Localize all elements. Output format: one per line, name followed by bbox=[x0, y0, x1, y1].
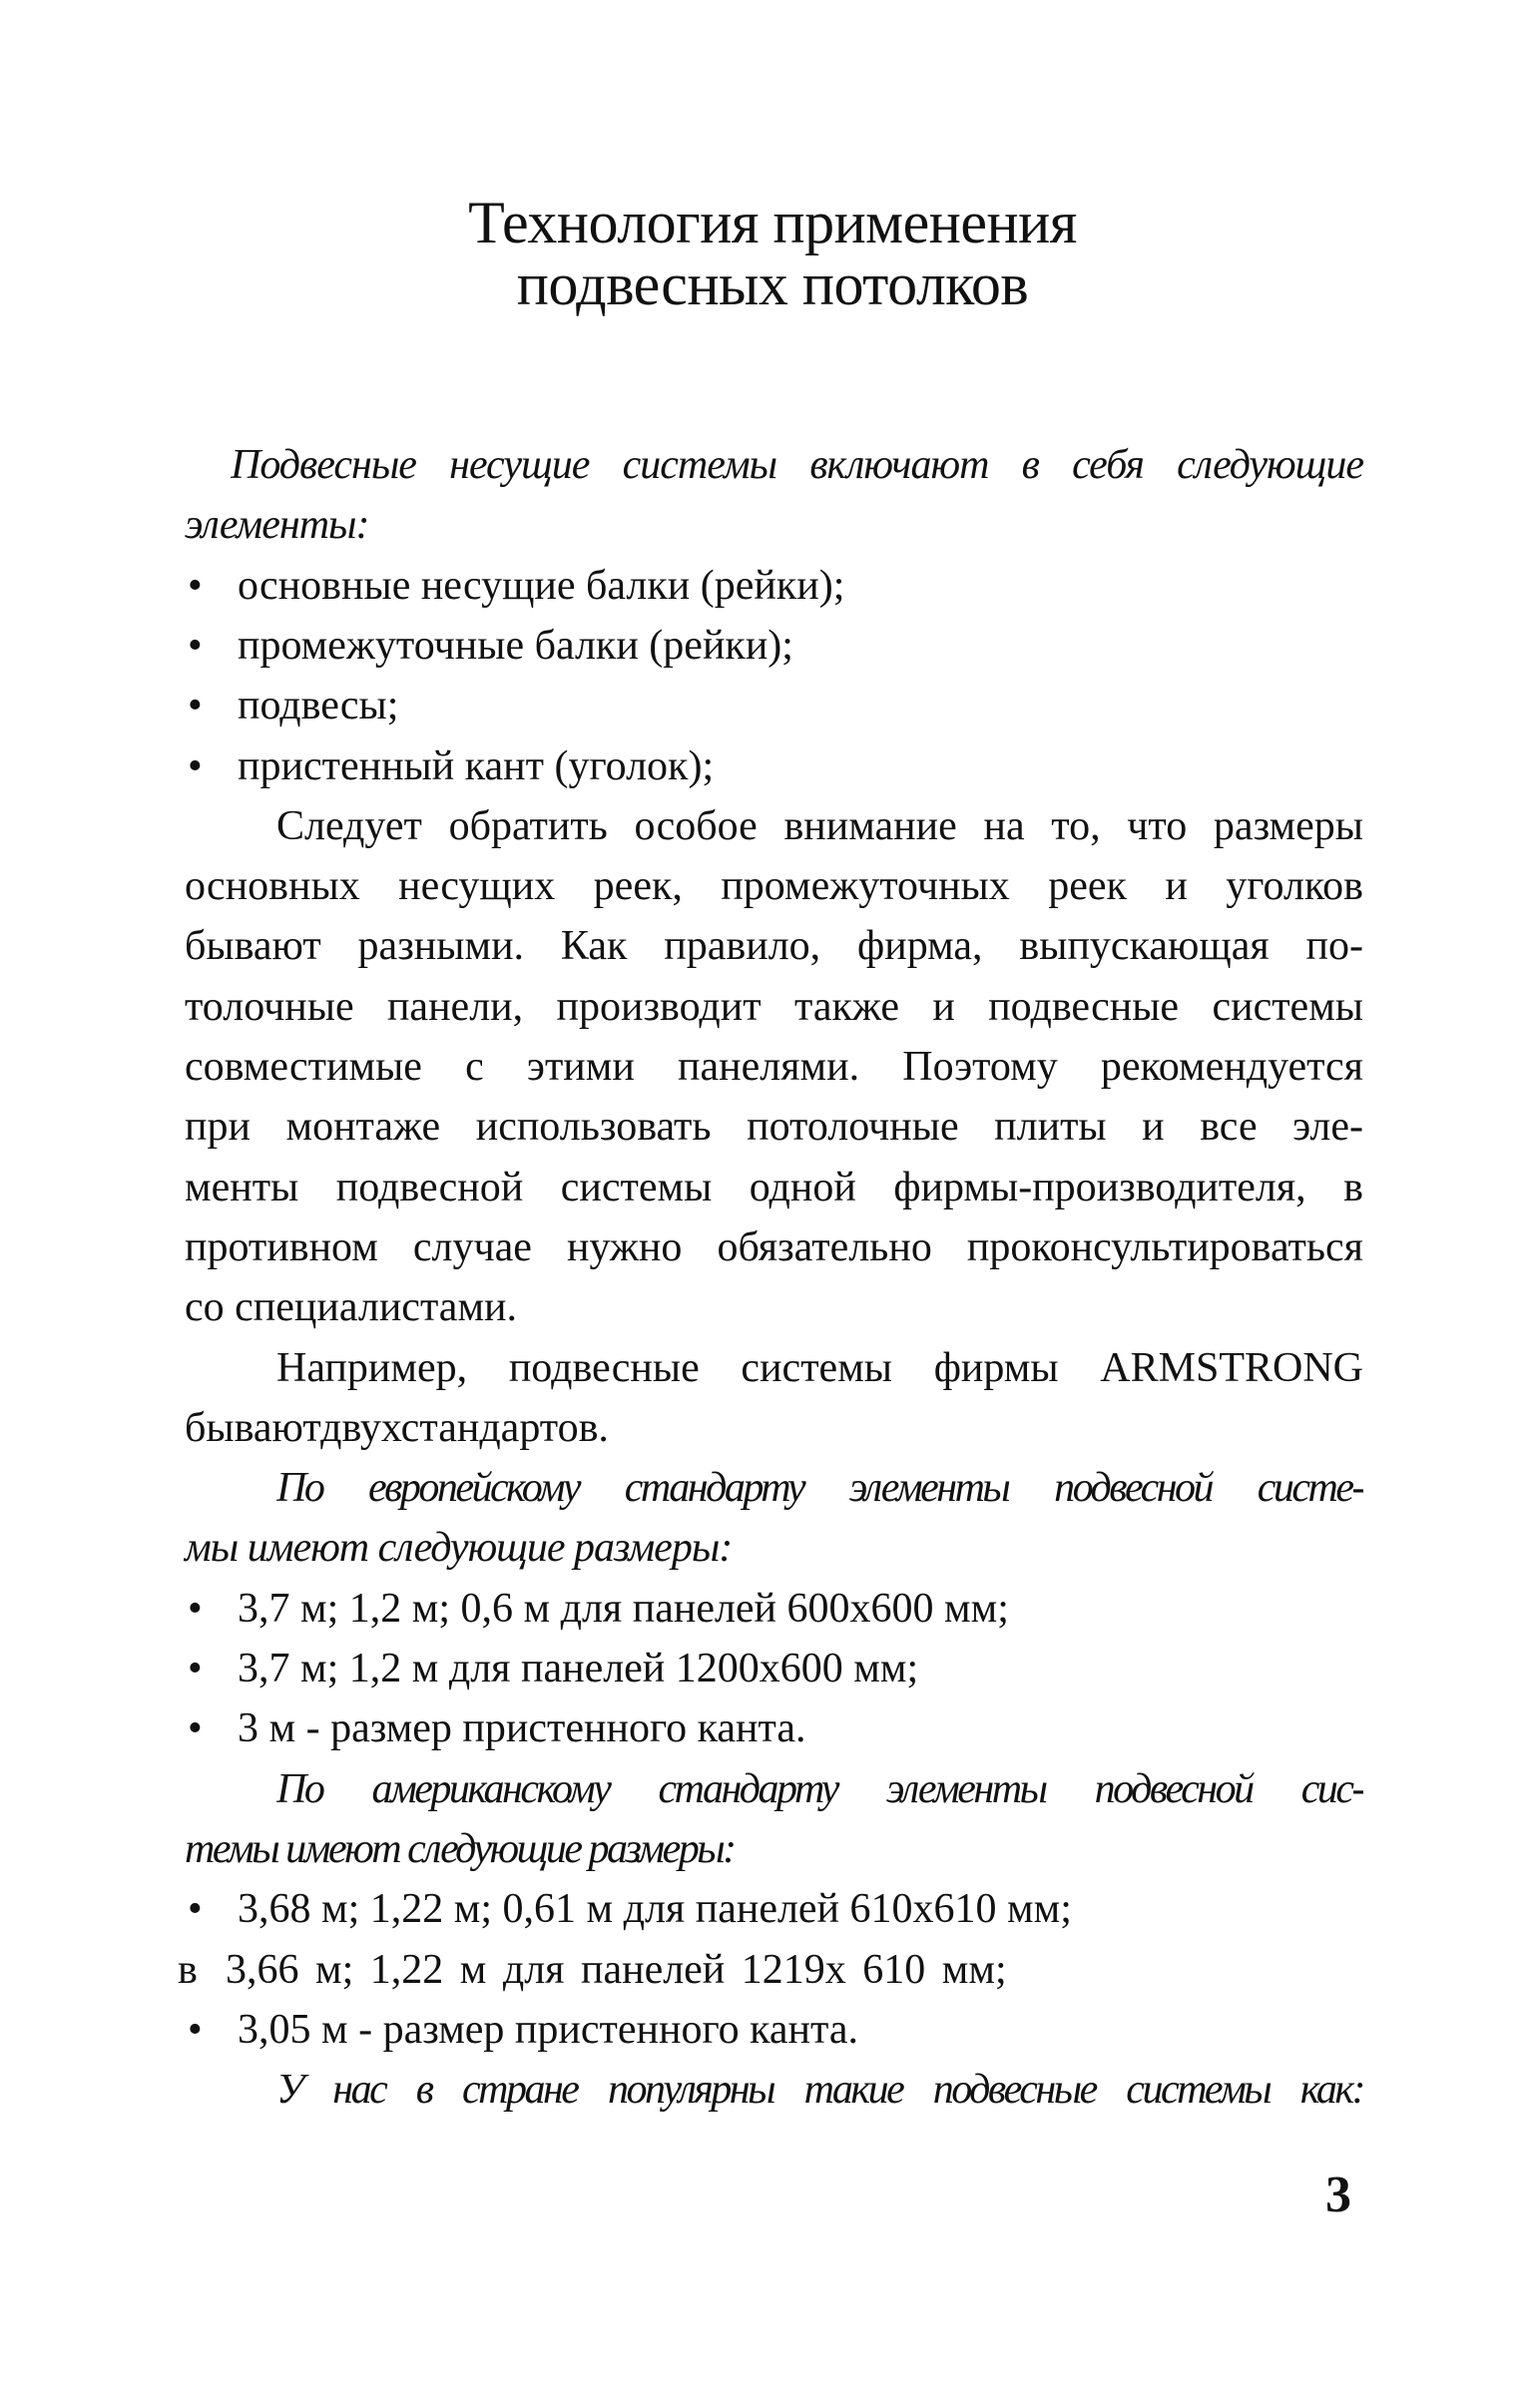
page-number: 3 bbox=[1325, 2167, 1351, 2223]
paragraph-line: мы имеют следующие размеры: bbox=[185, 1525, 733, 1572]
paragraph-line: элементы: bbox=[185, 502, 369, 549]
bullet-marker: • bbox=[188, 622, 203, 669]
list-item: подвесы; bbox=[238, 683, 399, 729]
paragraph-line: бываютдвухстандартов. bbox=[185, 1404, 609, 1451]
paragraph-line: темы имеют следующие размеры: bbox=[185, 1825, 735, 1872]
list-item: 3,7 м; 1,2 м; 0,6 м для панелей 600х600 мм; bbox=[238, 1585, 1009, 1632]
list-item: промежуточные балки (рейки); bbox=[238, 622, 793, 669]
list-marker-letter: в bbox=[178, 1946, 198, 1993]
list-item: 3,68 м; 1,22 м; 0,61 м для панелей 610х610 мм; bbox=[238, 1886, 1072, 1933]
bullet-marker: • bbox=[188, 1646, 203, 1691]
bullet-marker: • bbox=[188, 742, 203, 789]
bullet-marker: • bbox=[188, 1585, 203, 1632]
bullet-marker: • bbox=[188, 2006, 203, 2053]
list-item: 3,7 м; 1,2 м для панелей 1200х600 мм; bbox=[238, 1646, 919, 1691]
paragraph-line: Например, подвесные системы фирмы ARMSTRONG bbox=[276, 1344, 1363, 1391]
bullet-marker: • bbox=[188, 683, 203, 729]
list-item: 3 м - размер пристенного канта. bbox=[238, 1705, 806, 1752]
paragraph-line: толочные панели, производит также и подвесные системы bbox=[185, 983, 1363, 1030]
paragraph-line: По американскому стандарту элементы подвесной сис- bbox=[276, 1765, 1363, 1812]
paragraph-line: бывают разными. Как правило, фирма, выпускающая по- bbox=[185, 923, 1363, 970]
paragraph-line: Следует обратить особое внимание на то, что размеры bbox=[276, 802, 1363, 849]
page-title-line-2: подвесных потолков bbox=[516, 251, 1029, 317]
bullet-marker: • bbox=[188, 1705, 203, 1752]
bullet-marker: • bbox=[188, 562, 203, 609]
paragraph-line: У нас в стране популярны такие подвесные системы как: bbox=[276, 2067, 1363, 2114]
paragraph-line: совместимые с этими панелями. Поэтому рекомендуется bbox=[185, 1044, 1363, 1090]
list-item: 3,66 м; 1,22 м для панелей 1219х 610 мм; bbox=[226, 1946, 1007, 1993]
bullet-marker: • bbox=[188, 1886, 203, 1933]
list-item: 3,05 м - размер пристенного канта. bbox=[238, 2006, 859, 2053]
paragraph-line: при монтаже использовать потолочные плиты и все эле- bbox=[185, 1104, 1363, 1151]
paragraph-line: со специалистами. bbox=[185, 1284, 518, 1331]
list-item: пристенный кант (уголок); bbox=[238, 742, 715, 789]
paragraph-line: По европейскому стандарту элементы подвесной систе- bbox=[276, 1465, 1363, 1512]
page-title-line-1: Технология применения bbox=[468, 190, 1077, 255]
paragraph-line: основных несущих реек, промежуточных реек и уголков bbox=[185, 863, 1363, 910]
list-item: основные несущие балки (рейки); bbox=[238, 562, 845, 609]
paragraph-line: менты подвесной системы одной фирмы-производителя, в bbox=[185, 1164, 1363, 1210]
paragraph-line: противном случае нужно обязательно проконсультироваться bbox=[185, 1223, 1363, 1270]
paragraph-line: Подвесные несущие системы включают в себя следующие bbox=[231, 442, 1363, 488]
